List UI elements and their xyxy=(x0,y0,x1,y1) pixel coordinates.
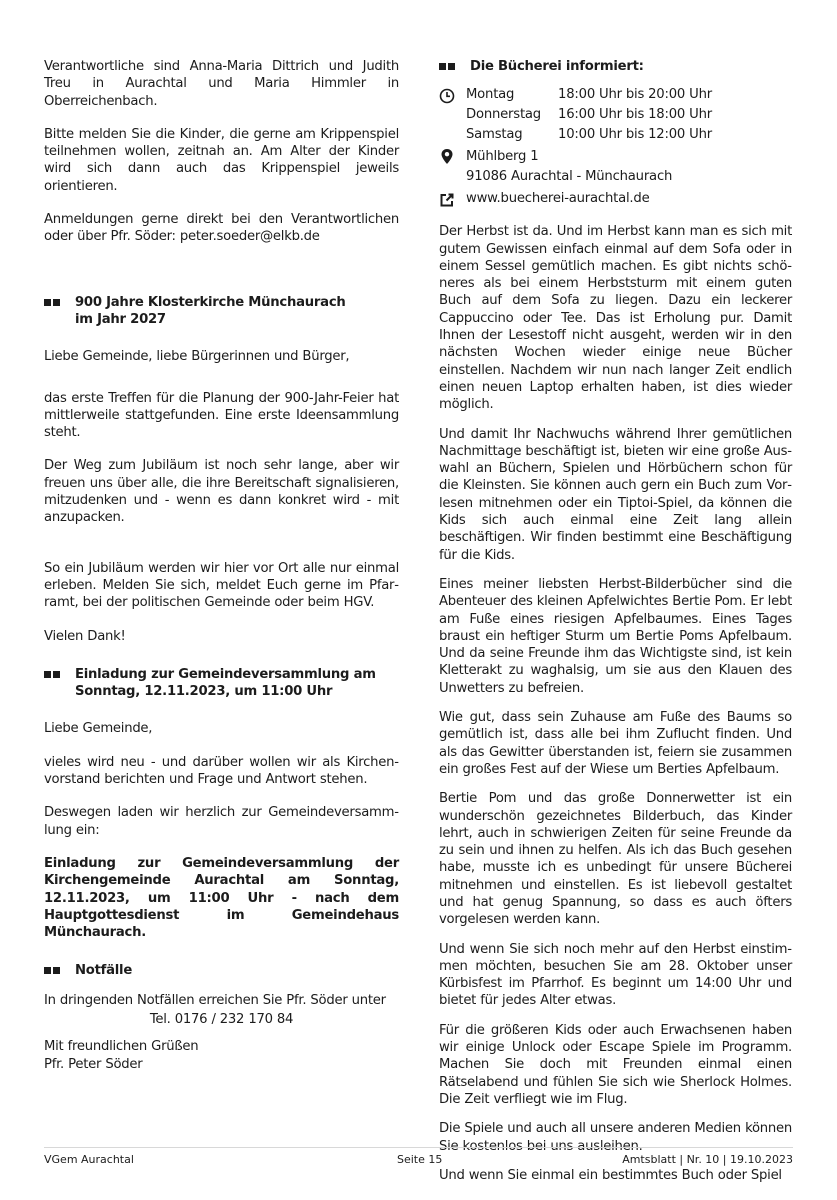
left-column xyxy=(44,58,399,1073)
paragraph-home: Wie gut, dass sein Zuhause am Fuße des Baums so gemütlich ist, dass alle bei ihm Zuflucht finden. Und als das Gewitter überstanden ist, feiern sie zusammen ein großes Fest auf der Wiese um Berties Apfelbaum. xyxy=(439,710,792,777)
paragraph-pumpkin-fest: Und wenn Sie sich noch mehr auf den Herbst einstimmen möchten, besuchen Sie am 28. Oktober unser Kürbisfest im Pfarrhof. Es beginnt um 14:00 Uhr und bietet für jedes Alter etwas. xyxy=(439,941,792,1009)
paragraph-bertie-pom: Eines meiner liebsten Herbst-Bilderbücher sind die Abenteuer des kleinen Apfelwichtes Bertie Pom. Er lebt am Fuße eines riesigen Apfelbaumes. Eines Tages braust ein heftiger Sturm um Bertie Poms Apfelbaum. Und da seine Freunde ihm das Wichtigste sind, ist kein Kletterakt zu waghalsig, um sie aus den Klauen des Unwetters zu befreien. xyxy=(439,576,792,696)
paragraph-first-meeting: das erste Treffen für die Planung der 900-Jahr-Feier hat mittlerweile stattgefunden. Eine erste Ideensammlung steht. xyxy=(44,390,399,441)
section-marker-icon xyxy=(44,671,64,678)
paragraph-greeting-2: Liebe Gemeinde, xyxy=(44,721,153,737)
paragraph-responsible: Verantwortliche sind Anna-Maria Dittrich und Judith Treu in Aurachtal und Maria Himmler in Oberreichenbach. xyxy=(44,59,399,109)
footer-left: VGem Aurachtal xyxy=(44,1153,134,1166)
paragraph-autumn: Der Herbst ist da. Und im Herbst kann man es sich mit gutem Gewissen einfach einmal auf dem Sofa oder in einem Sessel gemütlich machen. Es gibt nichts schöneres als bei einem Herbststurm mit einem guten Buch auf dem Sofa zu liegen. Dazu ein leckerer Cappuccino oder Tee. Das ist Erholung pur. Damit Ihnen der Lesestoff nicht ausgeht, werden wir in den nächsten Wochen wieder einige neue Bücher einstellen. Nachdem wir nun nach langer Zeit endlich einen neuen Laptop erhalten haben, ist dies wieder möglich. xyxy=(439,224,792,413)
signature-name: Pfr. Peter Söder xyxy=(44,1056,143,1072)
address-city: 91086 Aurachtal - Münchaurach xyxy=(466,169,673,185)
right-column xyxy=(439,58,792,1184)
paragraph-way-to-jubilee: Der Weg zum Jubiläum ist noch sehr lange, aber wir freuen uns über alle, die ihre Bereitschaft signalisieren, mitzudenken und - wenn es dann konkret wird - mit anzupacken. xyxy=(44,458,399,526)
paragraph-book-review: Bertie Pom und das große Donnerwetter ist ein wunderschön gezeichnetes Bilderbuch, das Kinder lehrt, auch in schwierigen Zeiten für seine Freunde da zu sein und ihnen zu helfen. Als ich das Buch gesehen habe, musste ich es unbedingt für unsere Bücherei mitnehmen und einstellen. Es ist liebevoll gestaltet und hat genug Spannung, so dass es auch öfters vorgelesen werden kann. xyxy=(439,791,792,928)
hours-row: Donnerstag 16:00 Uhr bis 18:00 Uhr xyxy=(466,107,712,123)
address-block xyxy=(439,147,792,189)
paragraph-once-in-lifetime: So ein Jubiläum werden wir hier vor Ort alle nur einmal erleben. Melden Sie sich, meldet Euch gerne im Pfarramt, bei der politischen Gemeinde oder beim HGV. xyxy=(44,560,399,611)
external-link-icon xyxy=(439,192,455,208)
paragraph-continued: Und wenn Sie einmal ein bestimmtes Buch oder Spiel xyxy=(439,1167,782,1183)
section-heading-900-jahre: 900 Jahre Klosterkirche Münchaurach im Jahr 2027 xyxy=(44,294,399,329)
paragraph-greeting: Liebe Gemeinde, liebe Bürgerinnen und Bürger, xyxy=(44,349,350,365)
location-pin-icon xyxy=(439,147,455,165)
closing-greeting: Mit freundlichen Grüßen xyxy=(44,1039,199,1055)
page-footer xyxy=(44,1147,793,1170)
clock-icon xyxy=(439,88,455,104)
section-heading-gemeindeversammlung: Einladung zur Gemeindeversammlung am Sonntag, 12.11.2023, um 11:00 Uhr xyxy=(44,666,399,701)
paragraph-invitation-bold: Einladung zur Gemeindeversammlung der Kirchengemeinde Aurachtal am Sonntag, 12.11.2023, um 11:00 Uhr - nach dem Hauptgottesdienst im Gemeindehaus Münchaurach. xyxy=(44,855,399,941)
library-website-link[interactable]: www.buecherei-aurachtal.de xyxy=(466,191,650,207)
paragraph-escape-games: Für die größeren Kids oder auch Erwachsenen haben wir einige Unlock oder Escape Spiele im Programm. Machen Sie doch mit Freunden einmal einen Rätselabend und fühlen Sie sich wie Sherlock Holmes. Die Zeit verfliegt wie im Flug. xyxy=(439,1022,792,1107)
paragraph-news: vieles wird neu - und darüber wollen wir als Kirchenvorstand berichten und Frage und Antwort stehen. xyxy=(44,754,399,788)
section-marker-icon xyxy=(44,967,64,974)
section-heading-notfaelle: Notfälle xyxy=(44,962,399,979)
footer-right: Amtsblatt | Nr. 10 | 19.10.2023 xyxy=(622,1153,793,1166)
section-heading-buecherei: Die Bücherei informiert: xyxy=(439,58,792,75)
footer-page-number: Seite 15 xyxy=(397,1153,443,1166)
section-marker-icon xyxy=(44,299,64,306)
emergency-phone: Tel. 0176 / 232 170 84 xyxy=(149,1011,294,1027)
paragraph-lending: Die Spiele und auch all unsere anderen Medien können Sie kostenlos bei uns ausleihen. xyxy=(439,1121,792,1154)
paragraph-kids: Und damit Ihr Nachwuchs während Ihrer gemütlichen Nachmittage beschäftigt ist, bieten wir eine große Auswahl an Büchern, Spielen und Hörbüchern schon für die Kleinsten. Sie können auch gern ein Buch zum Vorlesen mitnehmen oder ein Tiptoi-Spiel, da können die Kids sich auch einmal eine Zeit lang allein beschäftigen. Wir finden bestimmt eine Beschäftigung für die Kids. xyxy=(439,426,792,563)
paragraph-register-children: Bitte melden Sie die Kinder, die gerne am Krippenspiel teilnehmen wollen, zeitnah an. Am Alter der Kinder wird sich dann auch das Krippenspiel jeweils orientieren. xyxy=(44,126,399,194)
section-marker-icon xyxy=(439,63,459,70)
hours-row: Montag 18:00 Uhr bis 20:00 Uhr xyxy=(439,85,792,105)
hours-row: Samstag 10:00 Uhr bis 12:00 Uhr xyxy=(466,127,712,143)
address-street: Mühlberg 1 xyxy=(466,149,539,165)
opening-hours xyxy=(439,85,792,147)
website-row xyxy=(439,189,792,211)
paragraph-emergency: In dringenden Notfällen erreichen Sie Pfr. Söder unter xyxy=(44,992,386,1008)
paragraph-thanks: Vielen Dank! xyxy=(44,628,126,644)
paragraph-invite: Deswegen laden wir herzlich zur Gemeindeversammlung ein: xyxy=(44,805,399,838)
paragraph-registration: Anmeldungen gerne direkt bei den Verantwortlichen oder über Pfr. Söder: peter.soeder@elkb.de xyxy=(44,212,399,245)
